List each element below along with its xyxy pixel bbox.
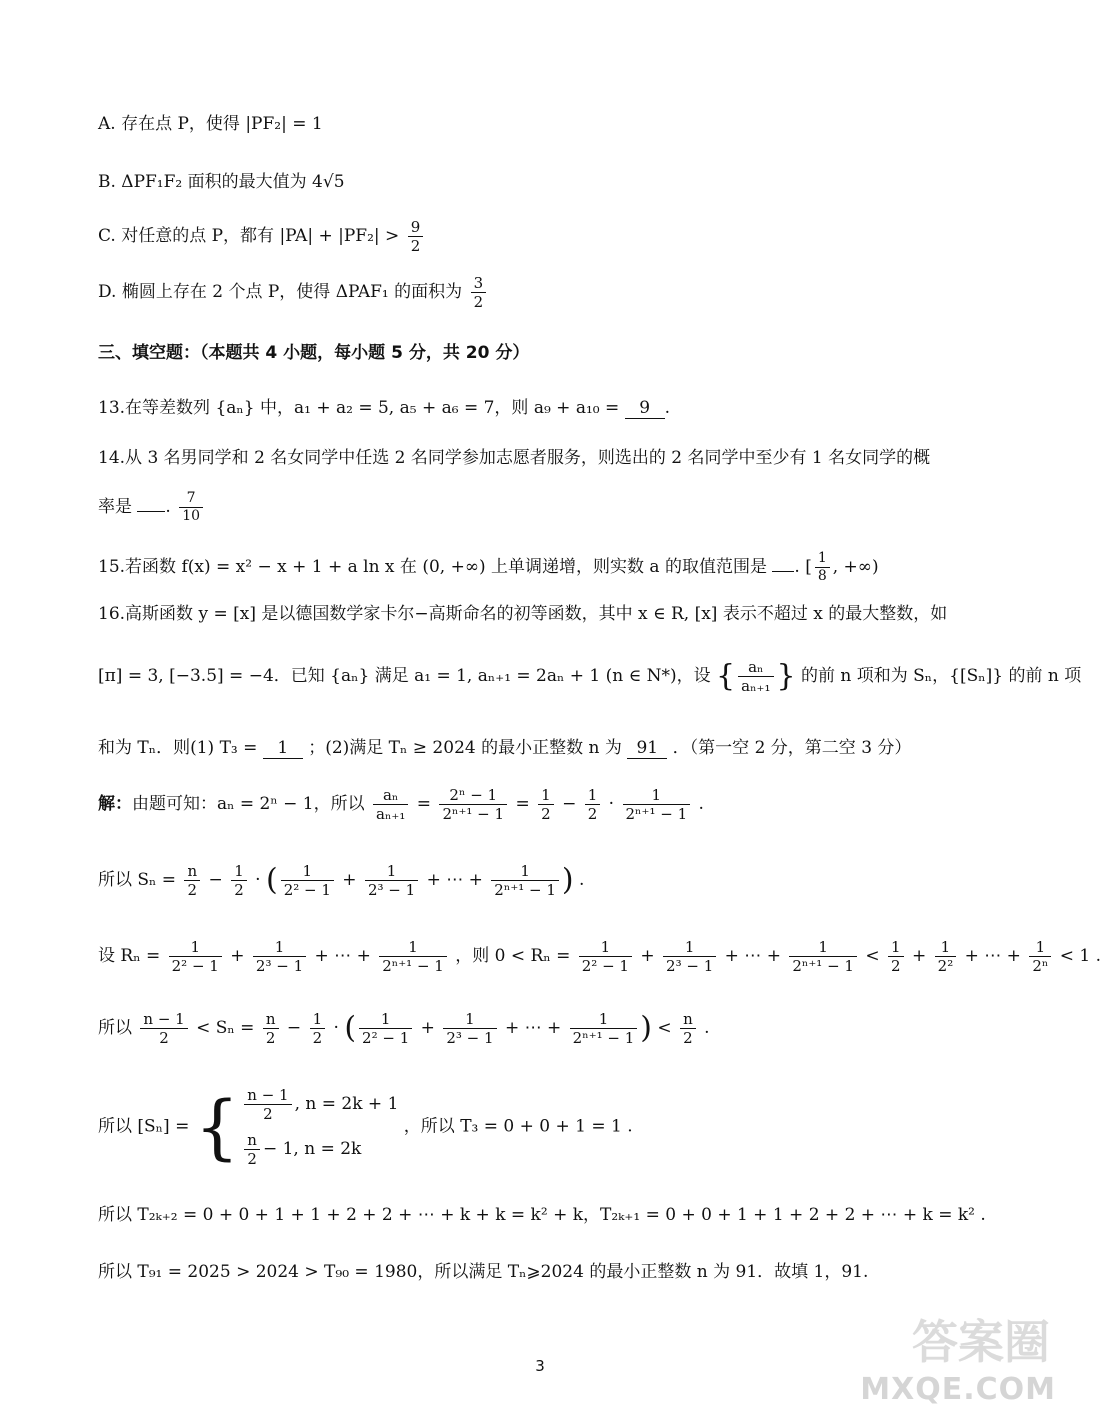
question-16-line3: 和为 Tₙ．则(1) T₃ = 1 ；(2)满足 Tₙ ≥ 2024 的最小正整数 n 为 91 ．（第一空 2 分，第二空 3 分） (98, 738, 912, 758)
q16-answer-2: 91 (627, 739, 667, 759)
option-a: A. 存在点 P，使得 |PF₂| = 1 (98, 114, 323, 134)
section-heading: 三、填空题：（本题共 4 小题，每小题 5 分，共 20 分） (98, 343, 530, 363)
option-d (98, 274, 489, 311)
watermark-site: MXQE.COM (860, 1372, 1056, 1407)
option-c-text: C. 对任意的点 P，都有 |PA| + |PF₂| > (98, 226, 400, 246)
case-even: $\frac{n}{2}$ − 1, n = 2k (241, 1127, 398, 1172)
solution-step-4: 所以 $\frac{n - 1}{2}$ < Sₙ = $\frac{n}{2}$ − $\frac{1}{2}$ · ( $\frac{1}{\text{2² − 1}}$ + $\frac{1}{\text{2³ − 1}}$ + ⋯ + $\frac{1}{\text{2ⁿ⁺¹ − 1}}$ ) < $\frac{n}{2}$ . (98, 1010, 710, 1047)
solution-step-2: 所以 Sₙ = $\frac{n}{2}$ − $\frac{1}{2}$ · ( $\frac{1}{\text{2² − 1}}$ + $\frac{1}{\text{2³ − 1}}$ + ⋯ + $\frac{1}{\text{2ⁿ⁺¹ − 1}}$ ) . (98, 862, 585, 899)
option-b: B. ΔPF₁F₂ 面积的最大值为 4√5 (98, 172, 345, 192)
question-14-line2: 率是 . $\frac{7}{10}$ (98, 490, 206, 525)
question-15: 15.若函数 f(x) = x² − x + 1 + a ln x 在 (0, +∞) 上单调递增，则实数 a 的取值范围是 . [ $\frac{1}{8}$ , +∞) (98, 550, 879, 584)
solution-step-7: 所以 T₉₁ = 2025 > 2024 > T₉₀ = 1980，所以满足 Tₙ⩾2024 的最小正整数 n 为 91．故填 1，91. (98, 1262, 869, 1282)
question-14-line1: 14.从 3 名男同学和 2 名女同学中任选 2 名同学参加志愿者服务，则选出的 2 名同学中至少有 1 名女同学的概 (98, 448, 931, 468)
question-16-line1: 16.高斯函数 y = [x] 是以德国数学家卡尔−高斯命名的初等函数，其中 x ∈ R, [x] 表示不超过 x 的最大整数，如 (98, 604, 948, 624)
solution-label: 解： (98, 794, 132, 814)
solution-step-6: 所以 T₂ₖ₊₂ = 0 + 0 + 1 + 1 + 2 + 2 + ⋯ + k + k = k² + k，T₂ₖ₊₁ = 0 + 0 + 1 + 1 + 2 + 2 + ⋯ + k = k² . (98, 1205, 986, 1225)
option-c-fraction: $\frac{9}{2}$ (408, 218, 424, 255)
q14-answer: $\frac{7}{10}$ (179, 490, 203, 525)
q14-blank (137, 511, 165, 512)
option-d-text: D. 椭圆上存在 2 个点 P，使得 ΔPAF₁ 的面积为 (98, 282, 463, 302)
solution-step-5: 所以 [Sₙ] = { $\frac{n - 1}{2}$ , n = 2k + 1 $\frac{n}{2}$ − 1, n = 2k ，所以 T₃ = 0 + 0 + 1 = 1 . (98, 1082, 633, 1172)
case-odd: $\frac{n - 1}{2}$ , n = 2k + 1 (241, 1082, 398, 1127)
question-13: 13.在等差数列 {aₙ} 中，a₁ + a₂ = 5, a₅ + a₆ = 7，则 a₉ + a₁₀ = 9 . (98, 398, 671, 418)
question-16-line2: [π] = 3, [−3.5] = −4．已知 {aₙ} 满足 a₁ = 1, aₙ₊₁ = 2aₙ + 1 (n ∈ N*)，设 { $\frac{\text{aₙ}}{\text{aₙ₊₁}}$ } 的前 n 项和为 Sₙ，{[Sₙ]} 的前 n 项 (98, 658, 1082, 695)
watermark-logo: 答案圈 (912, 1315, 1050, 1369)
q15-answer: [ $\frac{1}{8}$ , +∞) (805, 550, 879, 584)
solution-step-3: 设 Rₙ = $\frac{1}{\text{2² − 1}}$ + $\frac{1}{\text{2³ − 1}}$ + ⋯ + $\frac{1}{\text{2ⁿ⁺¹ − 1}}$ ，则 0 < Rₙ = $\frac{1}{\text{2² − 1}}$ + $\frac{1}{\text{2³ − 1}}$ + ⋯ + $\frac{1}{\text{2ⁿ⁺¹ − 1}}$ < $\frac{1}{2}$ + $\frac{1}{\text{2²}}$ + ⋯ + $\frac{1}{\text{2ⁿ}}$ < 1 . (98, 938, 1101, 975)
q13-answer: 9 (625, 399, 665, 419)
q15-blank (772, 571, 794, 572)
option-d-fraction: $\frac{3}{2}$ (471, 274, 487, 311)
page-number: 3 (535, 1357, 545, 1375)
solution-step-1: 解：由题可知：aₙ = 2ⁿ − 1，所以 $\frac{\text{aₙ}}{\text{aₙ₊₁}}$ = $\frac{\text{2ⁿ − 1}}{\text{2ⁿ⁺¹ − 1}}$ = $\frac{1}{2}$ − $\frac{1}{2}$ · $\frac{1}{\text{2ⁿ⁺¹ − 1}}$ . (98, 786, 704, 823)
option-c (98, 218, 426, 255)
q16-answer-1: 1 (263, 739, 303, 759)
